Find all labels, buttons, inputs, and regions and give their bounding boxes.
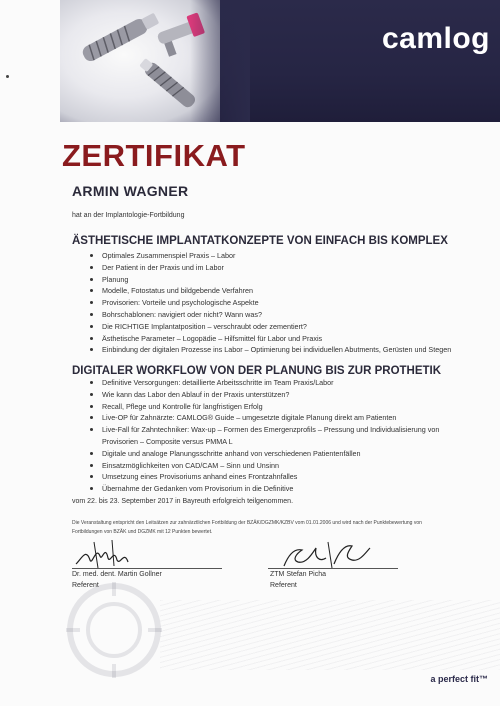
list-item: Einsatzmöglichkeiten von CAD/CAM – Sinn und Unsinn bbox=[90, 460, 470, 472]
tagline: a perfect fit™ bbox=[430, 674, 488, 684]
accreditation-note: Die Veranstaltung entspricht den Leitsätzen zur zahnärztlichen Fortbildung der BZÄK/DGZMK/KZBV vom 01.01.2006 und wird nach der Punktebewertung von Fortbildungen von BZÄK und DGZMK mit 12 Punkten bewertet. bbox=[72, 520, 422, 535]
list-item: Recall, Pflege und Kontrolle für langfristigen Erfolg bbox=[90, 401, 470, 413]
list-item: Bohrschablonen: navigiert oder nicht? Wann was? bbox=[90, 309, 470, 321]
signature-line-left bbox=[72, 568, 222, 569]
seal-watermark bbox=[64, 580, 164, 680]
section1-list bbox=[90, 250, 470, 356]
list-item: Ästhetische Parameter – Logopädie – Hilfsmittel für Labor und Praxis bbox=[90, 333, 470, 345]
list-item: Live-Fall für Zahntechniker: Wax-up – Formen des Emergenzprofils – Pressung und Individualisierung von Provisorien – Composite versus PMMA L bbox=[90, 424, 470, 448]
list-item: Planung bbox=[90, 274, 470, 286]
attendance-text: vom 22. bis 23. September 2017 in Bayreuth erfolgreich teilgenommen. bbox=[72, 498, 294, 505]
signatory-role-right: Referent bbox=[270, 582, 297, 589]
list-item: Modelle, Fotostatus und bildgebende Verfahren bbox=[90, 285, 470, 297]
signature-line-right bbox=[268, 568, 398, 569]
header-banner bbox=[60, 0, 500, 122]
section2-title: DIGITALER WORKFLOW VON DER PLANUNG BIS ZUR PROTHETIK bbox=[72, 365, 442, 377]
signatory-name-left: Dr. med. dent. Martin Gollner bbox=[72, 571, 162, 578]
list-item: Optimales Zusammenspiel Praxis – Labor bbox=[90, 250, 470, 262]
certificate-title: ZERTIFIKAT bbox=[62, 138, 246, 173]
list-item: Einbindung der digitalen Prozesse ins Labor – Optimierung bei individuellen Abutments, Gerüsten und Stegen bbox=[90, 344, 470, 356]
list-item: Übernahme der Gedanken vom Provisorium in die Definitive bbox=[90, 483, 470, 495]
seal-icon bbox=[64, 580, 164, 680]
scan-dot bbox=[6, 75, 9, 78]
list-item: Digitale und analoge Planungsschritte anhand von verschiedenen Patientenfällen bbox=[90, 448, 470, 460]
section1-title: ÄSTHETISCHE IMPLANTATKONZEPTE VON EINFACH BIS KOMPLEX bbox=[72, 235, 448, 247]
photo-fade bbox=[190, 0, 250, 122]
section2-list bbox=[90, 377, 470, 495]
list-item: Wie kann das Labor den Ablauf in der Praxis unterstützen? bbox=[90, 389, 470, 401]
guilloche-pattern bbox=[160, 600, 500, 670]
signatory-name-right: ZTM Stefan Picha bbox=[270, 571, 327, 578]
list-item: Die RICHTIGE Implantatposition – verschraubt oder zementiert? bbox=[90, 321, 470, 333]
signature-right bbox=[268, 538, 418, 570]
list-item: Provisorien: Vorteile und psychologische Aspekte bbox=[90, 297, 470, 309]
signature-left bbox=[72, 538, 222, 570]
intro-text: hat an der Implantologie-Fortbildung bbox=[72, 212, 185, 219]
signatory-role-left: Referent bbox=[72, 582, 99, 589]
list-item: Umsetzung eines Provisoriums anhand eines Frontzahnfalles bbox=[90, 471, 470, 483]
handwritten-signature-right bbox=[268, 538, 418, 570]
handwritten-signature-left bbox=[72, 538, 222, 570]
list-item: Definitive Versorgungen: detaillierte Arbeitsschritte im Team Praxis/Labor bbox=[90, 377, 470, 389]
recipient-name: ARMIN WAGNER bbox=[72, 183, 189, 199]
list-item: Live-OP für Zahnärzte: CAMLOG® Guide – umgesetzte digitale Planung direkt am Patienten bbox=[90, 412, 470, 424]
camlog-logo: camlog bbox=[381, 22, 490, 55]
list-item: Der Patient in der Praxis und im Labor bbox=[90, 262, 470, 274]
